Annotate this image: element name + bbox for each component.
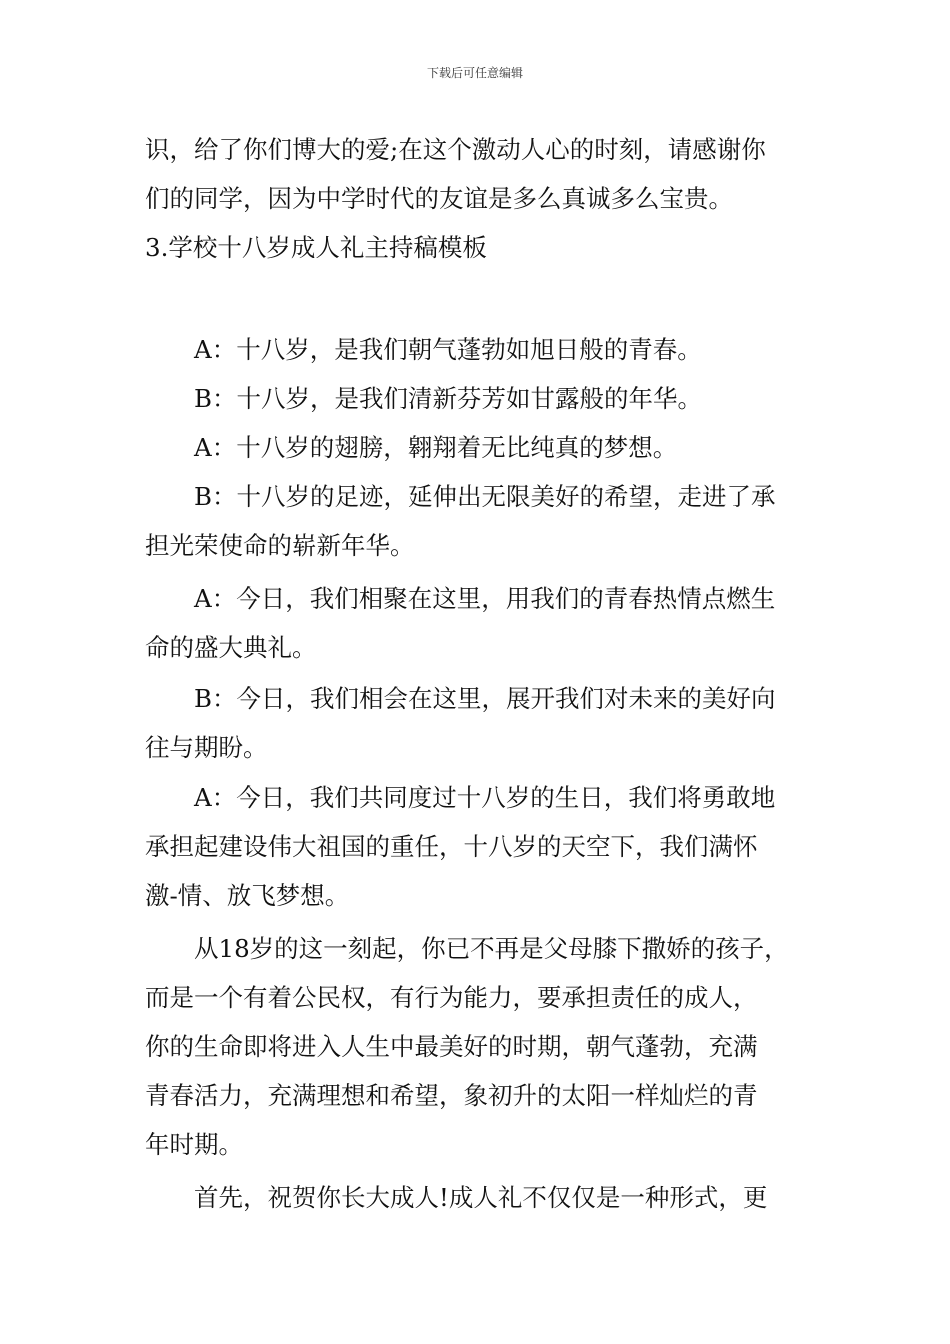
paragraph-line: A：今日，我们共同度过十八岁的生日，我们将勇敢地: [194, 783, 776, 812]
paragraph-line: 激-情、放飞梦想。: [145, 881, 350, 910]
paragraph-line: 从18岁的这一刻起，你已不再是父母膝下撒娇的孩子，: [194, 934, 789, 963]
paragraph-line: 担光荣使命的崭新年华。: [145, 531, 415, 560]
paragraph-line: B：十八岁的足迹，延伸出无限美好的希望，走进了承: [194, 482, 776, 511]
paragraph-line: A：今日，我们相聚在这里，用我们的青春热情点燃生: [194, 584, 776, 613]
paragraph-line: B：十八岁，是我们清新芬芳如甘露般的年华。: [194, 384, 703, 413]
paragraph-line: 首先，祝贺你长大成人!成人礼不仅仅是一种形式，更: [194, 1183, 768, 1212]
paragraph-line: 往与期盼。: [145, 733, 268, 762]
paragraph-line: 而是一个有着公民权，有行为能力，要承担责任的成人，: [145, 983, 758, 1012]
page-header: 下载后可任意编辑: [426, 66, 523, 80]
paragraph-line: 承担起建设伟大祖国的重任，十八岁的天空下，我们满怀: [145, 832, 758, 861]
section-heading: 3.学校十八岁成人礼主持稿模板: [145, 233, 487, 262]
paragraph-line: 们的同学，因为中学时代的友谊是多么真诚多么宝贵。: [145, 184, 733, 213]
paragraph-line: A：十八岁的翅膀，翱翔着无比纯真的梦想。: [194, 433, 678, 462]
paragraph-line: 年时期。: [145, 1130, 243, 1159]
paragraph-line: B：今日，我们相会在这里，展开我们对未来的美好向: [194, 684, 776, 713]
paragraph-line: A：十八岁，是我们朝气蓬勃如旭日般的青春。: [194, 335, 702, 364]
paragraph-line: 识，给了你们博大的爱;在这个激动人心的时刻，请感谢你: [145, 135, 766, 164]
paragraph-line: 青春活力，充满理想和希望，象初升的太阳一样灿烂的青: [145, 1081, 758, 1110]
paragraph-line: 命的盛大典礼。: [145, 633, 317, 662]
paragraph-line: 你的生命即将进入人生中最美好的时期，朝气蓬勃，充满: [145, 1032, 758, 1061]
